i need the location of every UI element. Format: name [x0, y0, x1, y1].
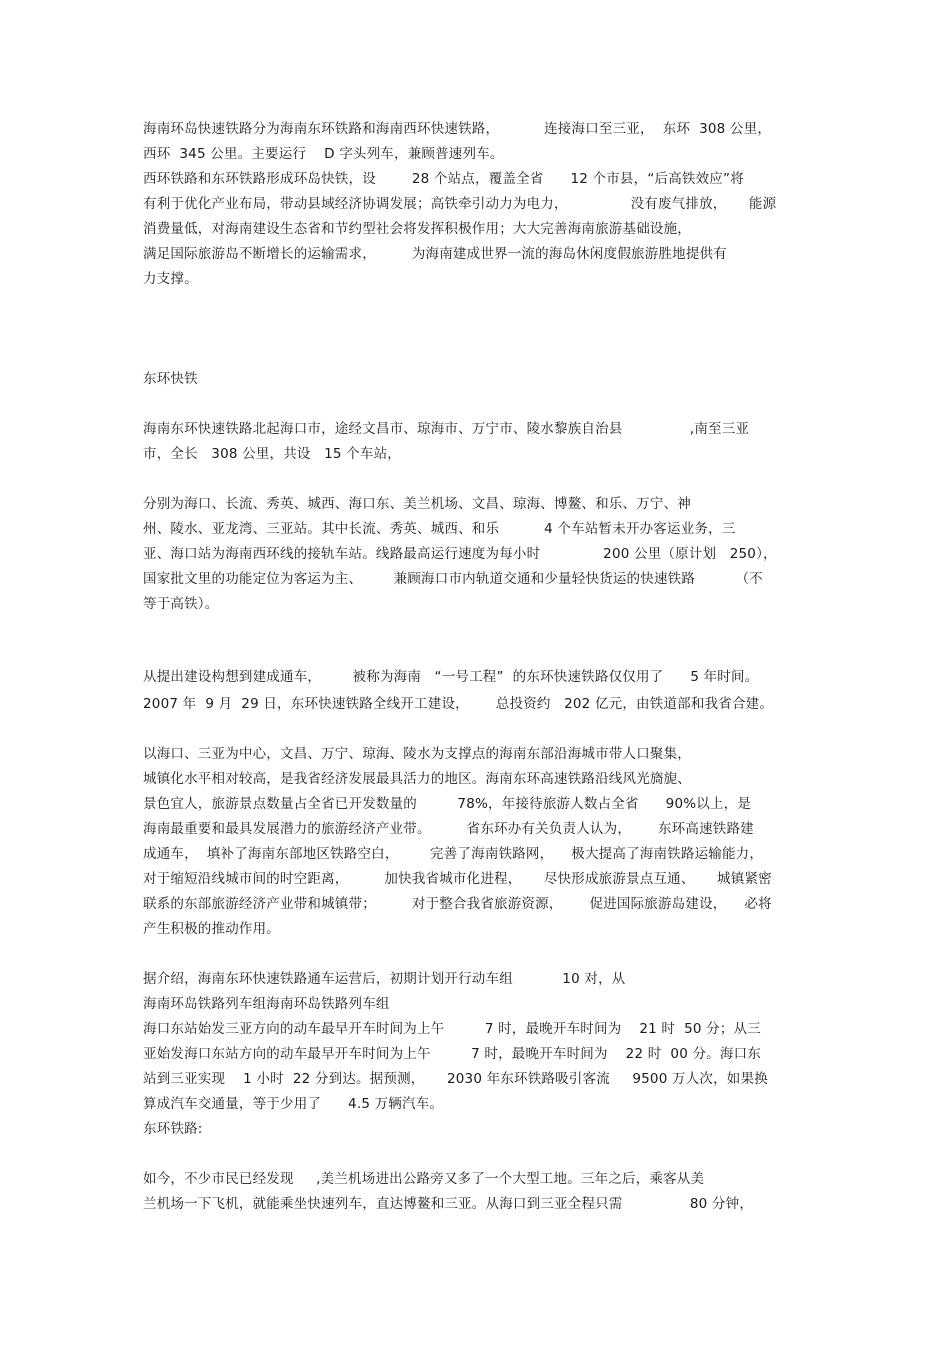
- text-line: 据介绍，海南东环快速铁路通车运营后，初期计划开行动车组 10 对，从: [143, 971, 626, 987]
- text-line: 站到三亚实现 1 小时 22 分到达。据预测， 2030 年东环铁路吸引客流 9500 万人次，如果换: [143, 1071, 768, 1087]
- text-line: 以海口、三亚为中心，文昌、万宁、琼海、陵水为支撑点的海南东部沿海城市带人口聚集，: [143, 746, 691, 762]
- text-line: 如今，不少市民已经发现 ,美兰机场进出公路旁又多了一个大型工地。三年之后，乘客从美: [143, 1171, 705, 1187]
- text-line: 力支撑。: [143, 271, 198, 287]
- text-line: 算成汽车交通量，等于少用了 4.5 万辆汽车。: [143, 1096, 444, 1112]
- text-line: 海南东环快速铁路北起海口市，途经文昌市、琼海市、万宁市、陵水黎族自治县 ,南至三亚: [143, 421, 750, 437]
- text-line: 海南环岛快速铁路分为海南东环铁路和海南西环快速铁路， 连接海口至三亚， 东环 308 公里，: [143, 121, 772, 137]
- text-line: 海南最重要和最具发展潜力的旅游经济产业带。 省东环办有关负责人认为， 东环高速铁路建: [143, 821, 754, 837]
- text-line: 海口东站始发三亚方向的动车最早开车时间为上午 7 时，最晚开车时间为 21 时 50 分；从三: [143, 1021, 761, 1037]
- text-line: 城镇化水平相对较高，是我省经济发展最具活力的地区。海南东环高速铁路沿线风光旖旎、: [143, 771, 691, 787]
- text-line: 西环铁路和东环铁路形成环岛快铁，设 28 个站点，覆盖全省 12 个市县，“后高铁效应”将: [143, 171, 744, 187]
- text-line: 产生积极的推动作用。: [143, 921, 280, 937]
- text-line: 兰机场一下飞机，就能乘坐快速列车，直达博鳌和三亚。从海口到三亚全程只需 80 分钟，: [143, 1196, 754, 1212]
- text-line: 亚、海口站为海南西环线的接轨车站。线路最高运行速度为每小时 200 公里（原计划 250），: [143, 546, 777, 562]
- text-line: 联系的东部旅游经济产业带和城镇带； 对于整合我省旅游资源， 促进国际旅游岛建设， 必将: [143, 896, 772, 912]
- text-line: 州、陵水、亚龙湾、三亚站。其中长流、秀英、城西、和乐 4 个车站暂未开办客运业务，三: [143, 521, 736, 537]
- text-line: 满足国际旅游岛不断增长的运输需求， 为海南建成世界一流的海岛休闲度假旅游胜地提供有: [143, 246, 727, 262]
- text-line: 有利于优化产业布局，带动县域经济协调发展；高铁牵引动力为电力， 没有废气排放， 能源: [143, 196, 777, 212]
- text-line: 对于缩短沿线城市间的时空距离， 加快我省城市化进程， 尽快形成旅游景点互通、 城镇紧密: [143, 871, 772, 887]
- text-line: 2007 年 9 月 29 日，东环快速铁路全线开工建设， 总投资约 202 亿元，由铁道部和我省合建。: [143, 696, 774, 712]
- text-line: 分别为海口、长流、秀英、城西、海口东、美兰机场、文昌、琼海、博鳌、和乐、万宁、神: [143, 496, 691, 512]
- text-line: 消费量低，对海南建设生态省和节约型社会将发挥积极作用；大大完善海南旅游基础设施，: [143, 221, 691, 237]
- text-line: 从提出建设构想到建成通车， 被称为海南 “一号工程” 的东环快速铁路仅仅用了 5 年时间。: [143, 669, 759, 685]
- text-line: 亚始发海口东站方向的动车最早开车时间为上午 7 时，最晚开车时间为 22 时 00 分。海口东: [143, 1046, 761, 1062]
- text-line: 成通车， 填补了海南东部地区铁路空白， 完善了海南铁路网， 极大提高了海南铁路运输能力，: [143, 846, 764, 862]
- text-line: 等于高铁）。: [143, 596, 219, 612]
- text-line: 国家批文里的功能定位为客运为主、 兼顾海口市内轨道交通和少量轻快货运的快速铁路 （不: [143, 571, 763, 587]
- text-line: 市，全长 308 公里，共设 15 个车站，: [143, 446, 401, 462]
- text-line: 西环 345 公里。主要运行 D 字头列车，兼顾普速列车。: [143, 146, 504, 162]
- section-heading: 东环快铁: [143, 371, 198, 387]
- text-line: 景色宜人，旅游景点数量占全省已开发数量的 78%，年接待旅游人数占全省 90%以上，是: [143, 796, 752, 812]
- text-line: 海南环岛铁路列车组海南环岛铁路列车组: [143, 996, 390, 1012]
- section-heading: 东环铁路:: [143, 1121, 203, 1137]
